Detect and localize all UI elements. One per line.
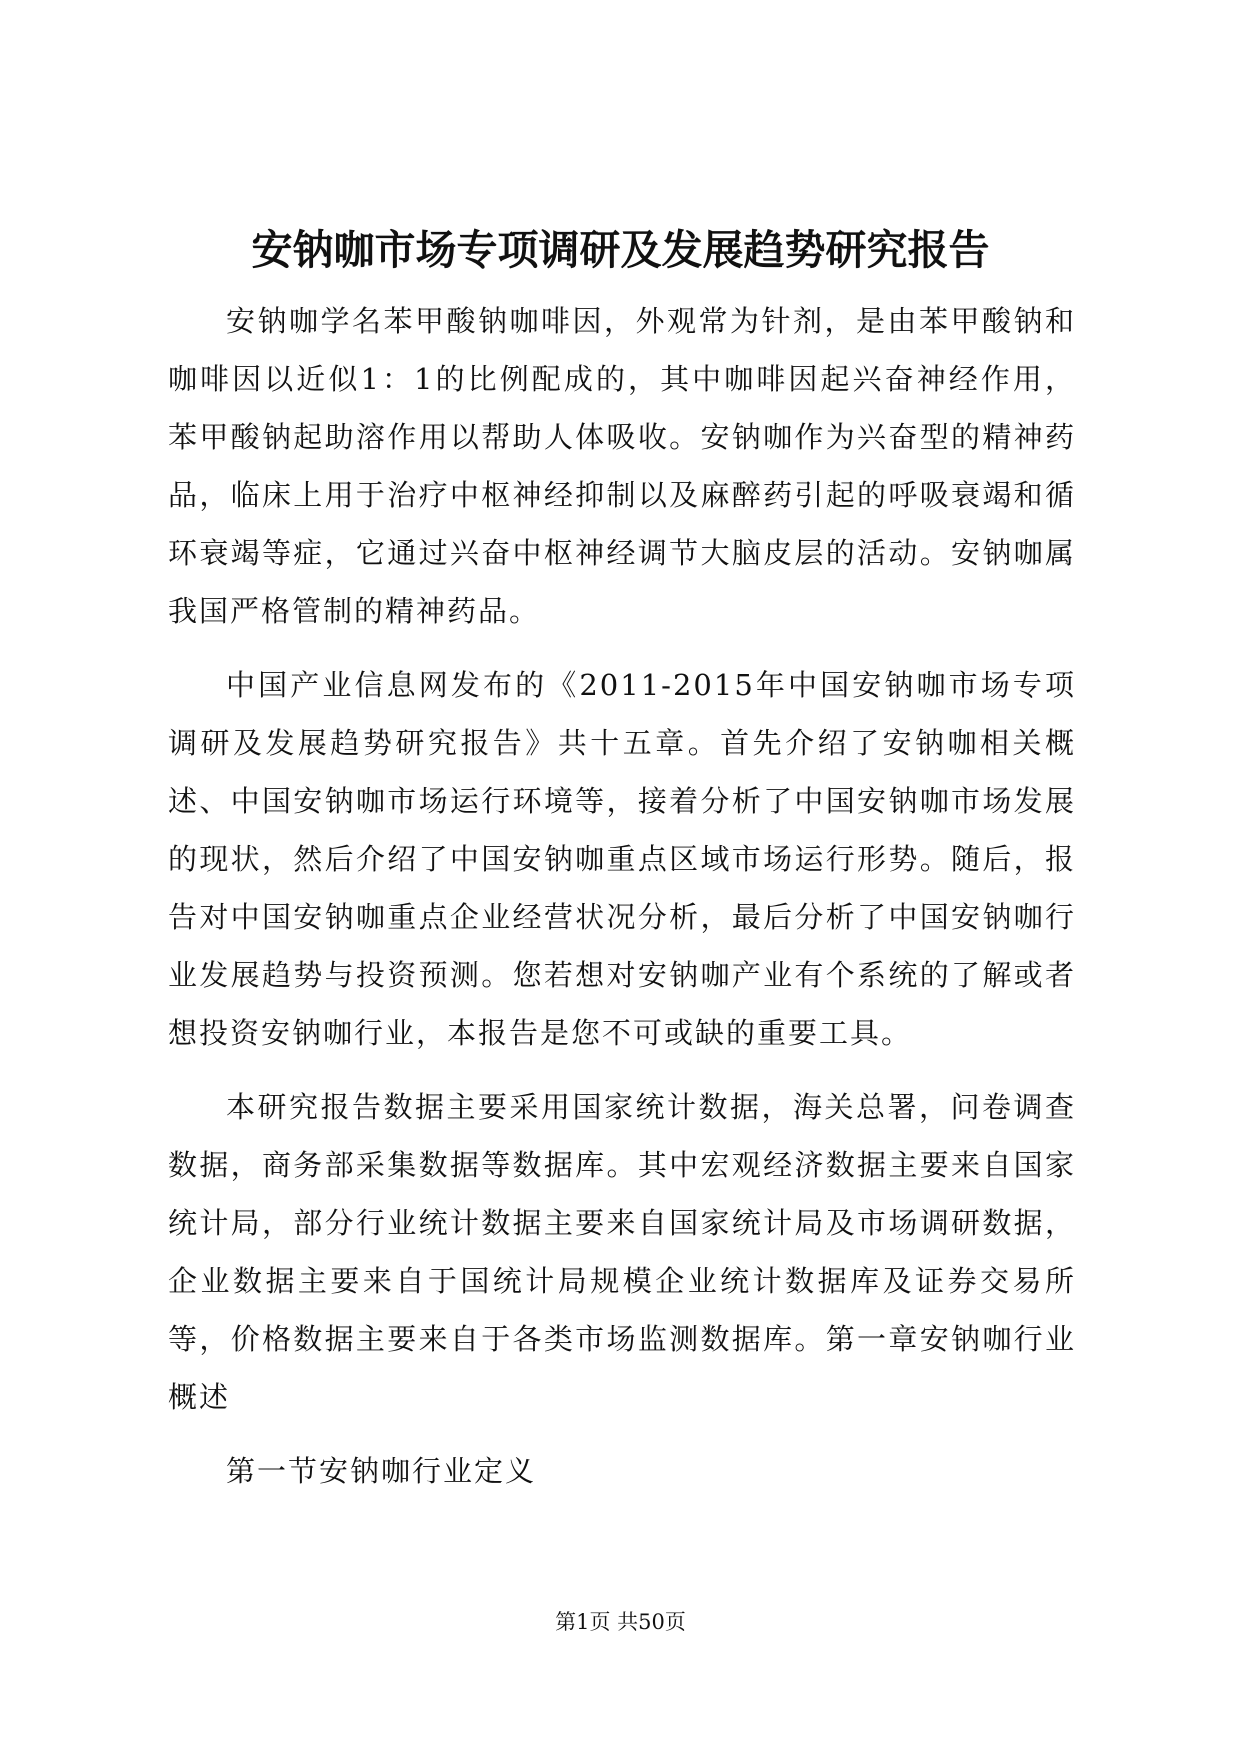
document-body (168, 292, 1076, 1516)
section-heading: 第一节安钠咖行业定义 (226, 1454, 537, 1488)
page-footer: 第1页 共50页 (555, 1610, 686, 1634)
document-title: 安钠咖市场专项调研及发展趋势研究报告 (251, 226, 990, 274)
paragraph-report-overview: 中国产业信息网发布的《2011-2015年中国安钠咖市场专项调研及发展趋势研究报告》共十五章。首先介绍了安钠咖相关概述、中国安钠咖市场运行环境等，接着分析了中国安钠咖市场发展的现状，然后介绍了中国安钠咖重点区域市场运行形势。随后，报告对中国安钠咖重点企业经营状况分析，最后分析了中国安钠咖行业发展趋势与投资预测。您若想对安钠咖产业有个系统的了解或者想投资安钠咖行业，本报告是您不可或缺的重要工具。 (168, 668, 1076, 1050)
paragraph-intro: 安钠咖学名苯甲酸钠咖啡因，外观常为针剂，是由苯甲酸钠和咖啡因以近似1：1的比例配成的，其中咖啡因起兴奋神经作用，苯甲酸钠起助溶作用以帮助人体吸收。安钠咖作为兴奋型的精神药品，临床上用于治疗中枢神经抑制以及麻醉药引起的呼吸衰竭和循环衰竭等症，它通过兴奋中枢神经调节大脑皮层的活动。安钠咖属我国严格管制的精神药品。 (168, 304, 1076, 628)
paragraph-data-sources: 本研究报告数据主要采用国家统计数据，海关总署，问卷调查数据，商务部采集数据等数据库。其中宏观经济数据主要来自国家统计局，部分行业统计数据主要来自国家统计局及市场调研数据，企业数据主要来自于国统计局规模企业统计数据库及证券交易所等，价格数据主要来自于各类市场监测数据库。第一章安钠咖行业概述 (168, 1090, 1076, 1414)
